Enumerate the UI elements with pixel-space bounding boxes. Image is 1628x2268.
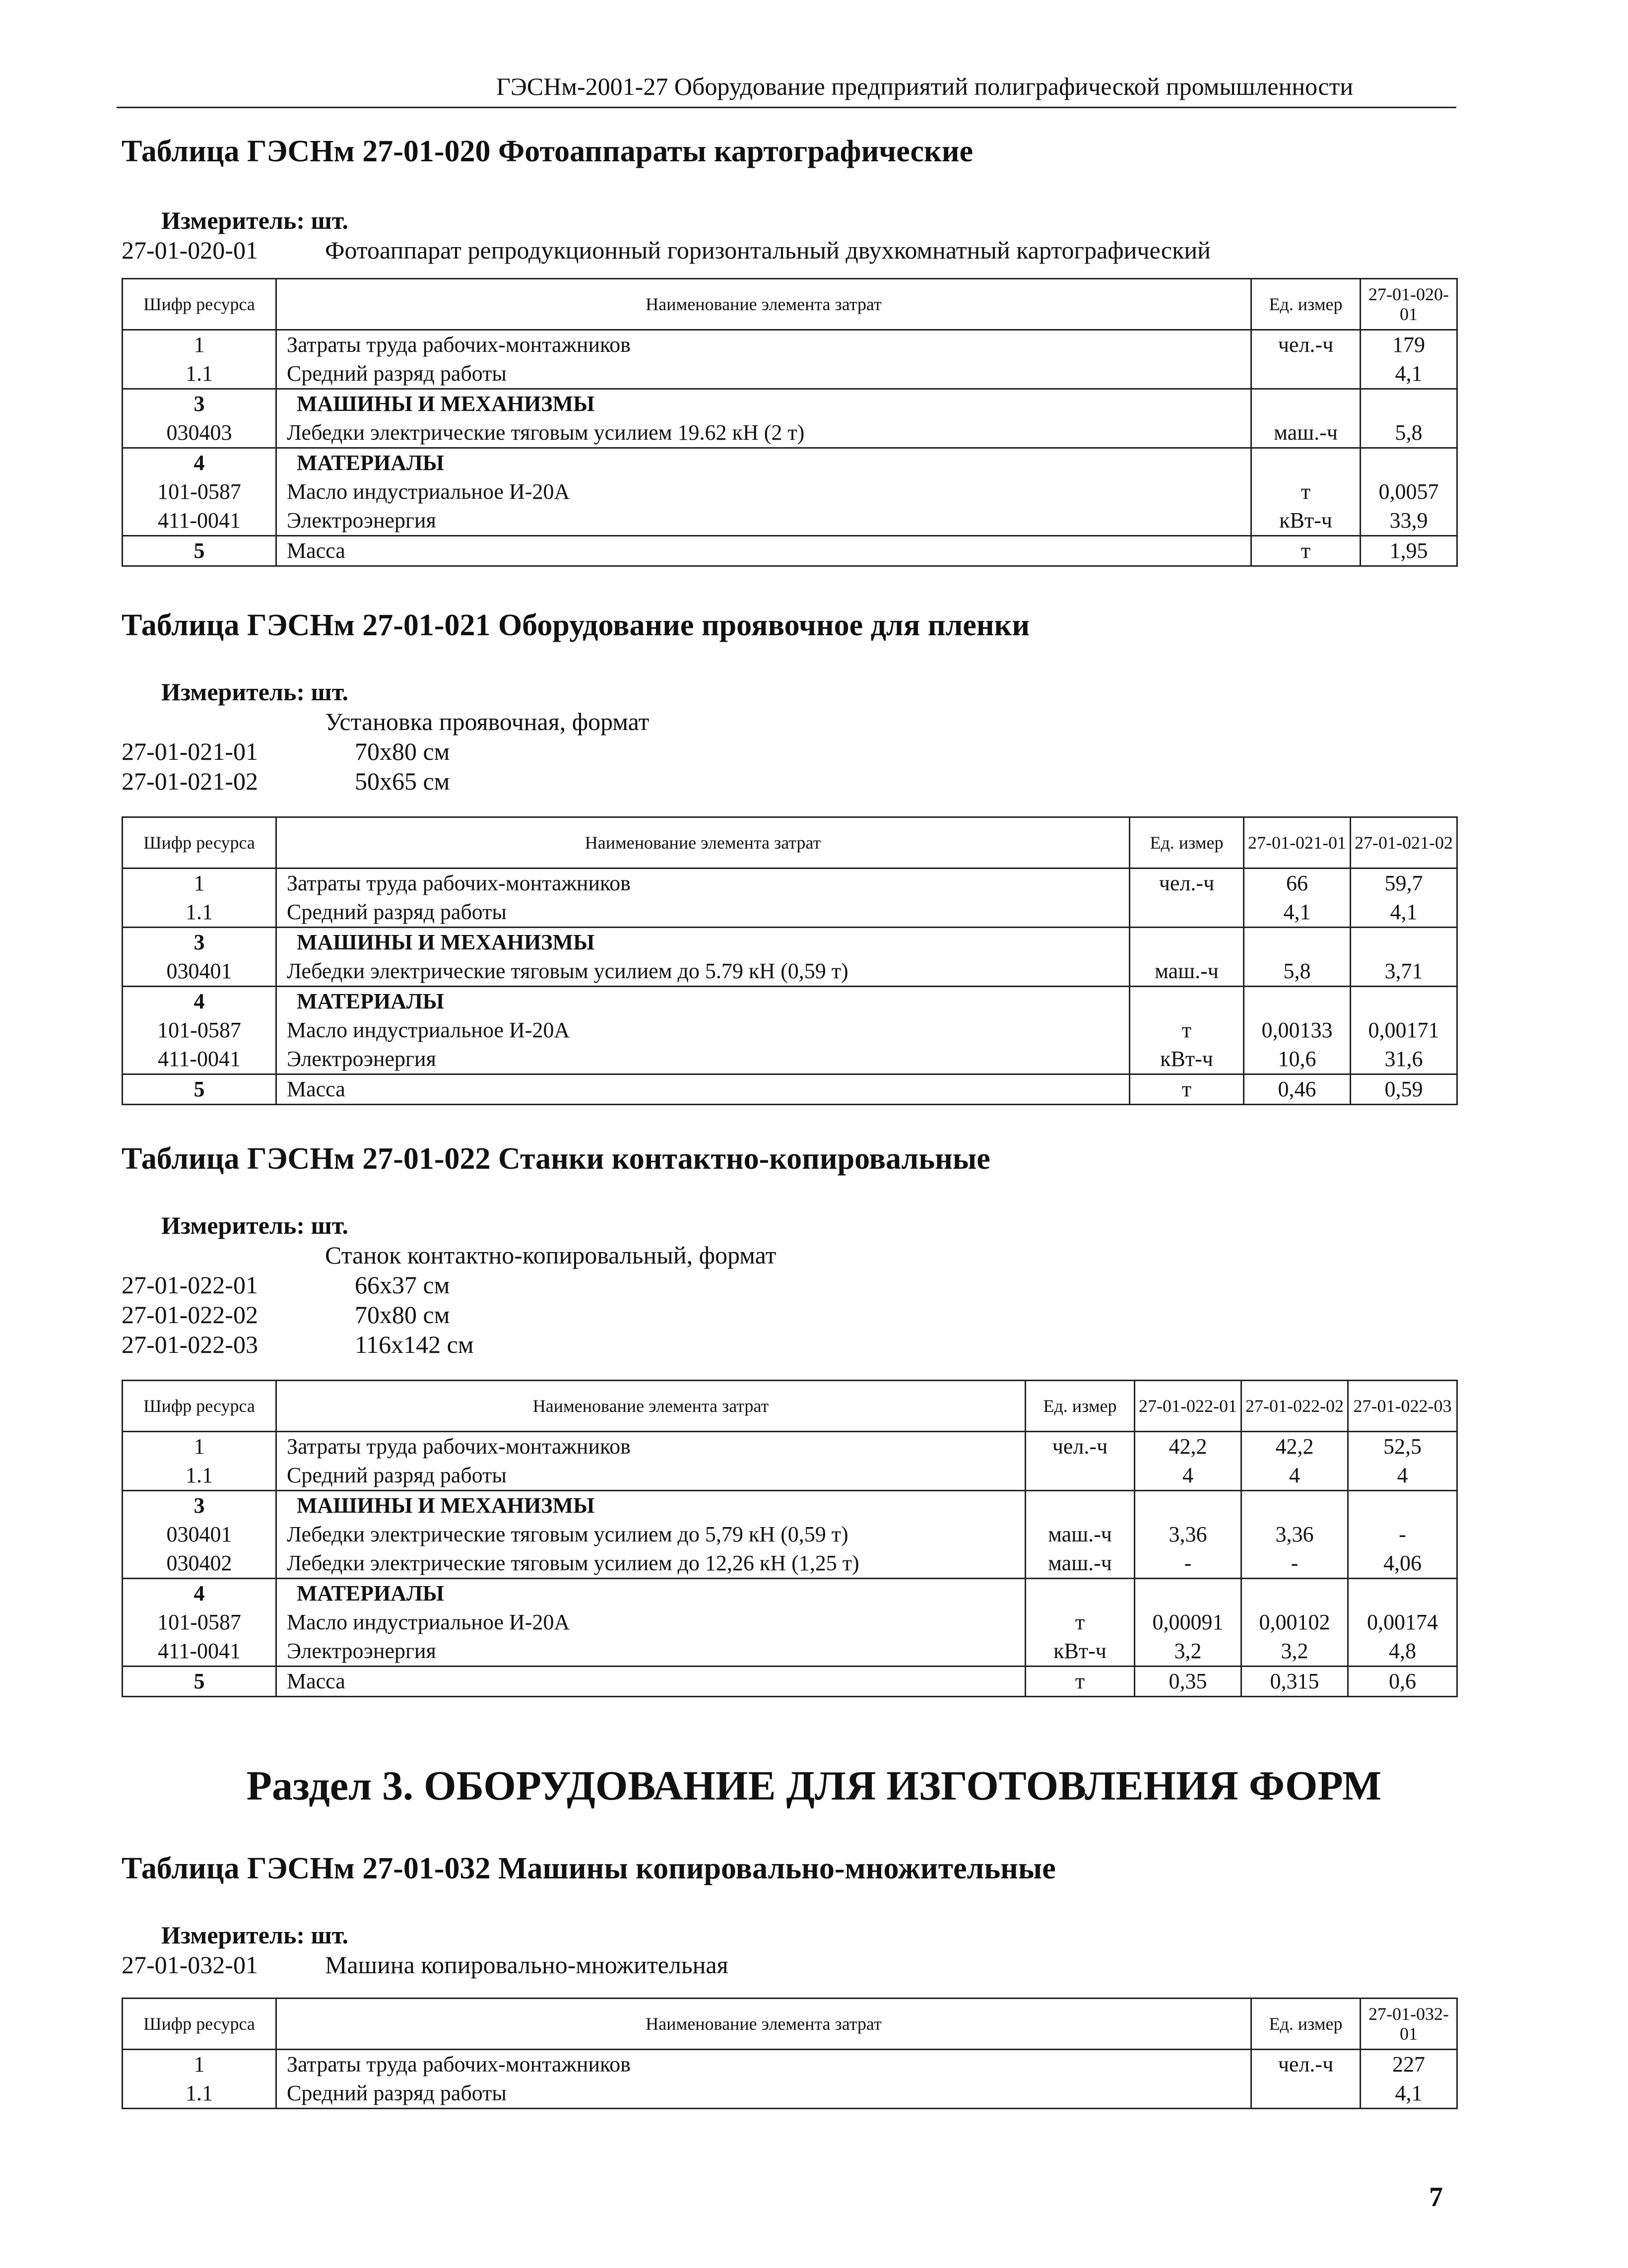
row-name: Масло индустриальное И-20А [276,1608,1026,1637]
row-name: Электроэнергия [276,1637,1026,1667]
table-row [123,1520,1457,1549]
row-unit: маш.-ч [1130,957,1244,987]
col-header-code: Шифр ресурса [123,1999,276,2050]
meter-label: Измеритель: [161,206,305,234]
row-unit [1130,898,1244,928]
row-code: 1.1 [123,898,276,928]
table-row [123,1016,1457,1045]
row-code: 101-0587 [123,1016,276,1045]
row-unit: кВт-ч [1026,1637,1135,1667]
table-row [123,506,1457,536]
row-code: 030403 [123,418,276,448]
table-row [123,1608,1457,1637]
row-value-3: 52,5 [1348,1432,1457,1462]
meter-value: шт. [311,206,349,234]
table-021-item-code: 27-01-021-02 [122,767,258,795]
row-name: МАТЕРИАЛЫ [276,1579,1026,1608]
row-value-1: 5,8 [1361,418,1457,448]
table-row [123,2050,1457,2079]
meter-label: Измеритель: [161,1211,305,1239]
col-header-unit: Ед. измер [1251,1999,1361,2050]
row-value-2: 0,00171 [1351,1016,1457,1045]
row-unit [1251,359,1361,389]
row-value-1: 0,00091 [1135,1608,1241,1637]
row-value-2: 3,36 [1241,1520,1348,1549]
col-header-value-1: 27-01-032-01 [1361,1999,1457,2050]
table-row [123,359,1457,389]
row-unit [1130,987,1244,1016]
table-020-meter [161,206,348,235]
row-unit: чел.-ч [1130,868,1244,898]
table-row [123,2079,1457,2109]
row-unit: чел.-ч [1026,1432,1135,1462]
row-code: 4 [123,987,276,1016]
row-value-1 [1361,389,1457,419]
row-value-1: 3,36 [1135,1520,1241,1549]
table-032-item-code: 27-01-032-01 [122,1951,258,1979]
table-row [123,1074,1457,1105]
row-unit: маш.-ч [1026,1520,1135,1549]
row-value-1: 227 [1361,2050,1457,2079]
row-value-3 [1348,1579,1457,1608]
row-code: 030402 [123,1549,276,1579]
table-row [123,1461,1457,1491]
table-021 [122,816,1458,1105]
table-row [123,418,1457,448]
table-022-item-name: 70х80 см [355,1301,450,1329]
row-value-1: 4,1 [1361,359,1457,389]
row-code: 030401 [123,1520,276,1549]
col-header-unit: Ед. измер [1130,817,1244,868]
row-name: Затраты труда рабочих-монтажников [276,1432,1026,1462]
row-name: МАШИНЫ И МЕХАНИЗМЫ [276,928,1130,957]
table-022 [122,1380,1458,1697]
table-021-meter [161,677,348,706]
row-value-1: 0,00133 [1244,1016,1351,1045]
table-row [123,898,1457,928]
row-unit: т [1026,1667,1135,1697]
row-code: 101-0587 [123,1608,276,1637]
table-021-intro: Установка проявочная, формат [325,708,650,735]
row-unit [1026,1579,1135,1608]
table-022-item-name: 66х37 см [355,1271,450,1299]
table-022-title: Таблица ГЭСНм 27-01-022 Станки контактно-копировальные [122,1142,990,1176]
table-row [123,1579,1457,1608]
row-name: Масло индустриальное И-20А [276,1016,1130,1045]
col-header-value-1: 27-01-022-01 [1135,1381,1241,1432]
row-name: Средний разряд работы [276,898,1130,928]
table-021-item-name: 70х80 см [355,737,450,765]
row-value-1 [1361,448,1457,478]
table-row [123,448,1457,478]
table-022-intro: Станок контактно-копировальный, формат [325,1241,777,1269]
table-row [123,1432,1457,1462]
row-name: Лебедки электрические тяговым усилием 19.62 кН (2 т) [276,418,1251,448]
table-row [123,1549,1457,1579]
row-name: Электроэнергия [276,1045,1130,1074]
row-name: Лебедки электрические тяговым усилием до 5.79 кН (0,59 т) [276,957,1130,987]
table-row [123,1637,1457,1667]
col-header-value-1: 27-01-020-01 [1361,279,1457,330]
row-unit [1026,1461,1135,1491]
table-row [123,1491,1457,1521]
row-unit: т [1130,1016,1244,1045]
table-022-item-code: 27-01-022-03 [122,1331,258,1358]
row-code: 1 [123,1432,276,1462]
table-032-title: Таблица ГЭСНм 27-01-032 Машины копировально-множительные [122,1852,1056,1885]
meter-value: шт. [311,678,349,706]
row-unit [1251,448,1361,478]
row-value-1 [1135,1579,1241,1608]
row-code: 1 [123,330,276,360]
row-value-2: 4 [1241,1461,1348,1491]
row-code: 5 [123,1667,276,1697]
table-row [123,868,1457,898]
row-name: Лебедки электрические тяговым усилием до 12,26 кН (1,25 т) [276,1549,1026,1579]
table-021-item-code: 27-01-021-01 [122,737,258,765]
row-code: 3 [123,928,276,957]
row-value-2: 3,71 [1351,957,1457,987]
row-name: МАТЕРИАЛЫ [276,987,1130,1016]
row-name: Масло индустриальное И-20А [276,477,1251,506]
row-name: Затраты труда рабочих-монтажников [276,2050,1251,2079]
row-name: Затраты труда рабочих-монтажников [276,330,1251,360]
col-header-code: Шифр ресурса [123,1381,276,1432]
row-value-1: 1,95 [1361,536,1457,566]
row-value-1: 179 [1361,330,1457,360]
row-unit: чел.-ч [1251,330,1361,360]
row-name: МАШИНЫ И МЕХАНИЗМЫ [276,1491,1026,1521]
row-code: 030401 [123,957,276,987]
table-020-item-code: 27-01-020-01 [122,236,258,264]
table-row [123,330,1457,360]
row-name: Электроэнергия [276,506,1251,536]
table-020-item-name: Фотоаппарат репродукционный горизонтальный двухкомнатный картографический [325,236,1211,264]
row-name: МАШИНЫ И МЕХАНИЗМЫ [276,389,1251,419]
row-value-1: 42,2 [1135,1432,1241,1462]
row-value-2 [1241,1491,1348,1521]
table-020 [122,278,1458,567]
col-header-value-2: 27-01-022-02 [1241,1381,1348,1432]
table-020-title: Таблица ГЭСНм 27-01-020 Фотоаппараты картографические [122,134,974,168]
row-name: Средний разряд работы [276,2079,1251,2109]
row-value-1: 3,2 [1135,1637,1241,1667]
col-header-name: Наименование элемента затрат [276,817,1130,868]
row-value-1 [1244,928,1351,957]
table-row [123,536,1457,566]
row-value-2: 0,00102 [1241,1608,1348,1637]
col-header-name: Наименование элемента затрат [276,279,1251,330]
row-value-2: 0,315 [1241,1667,1348,1697]
page-number: 7 [1429,2182,1443,2212]
row-code: 1.1 [123,2079,276,2109]
row-value-2: 3,2 [1241,1637,1348,1667]
row-code: 101-0587 [123,477,276,506]
col-header-code: Шифр ресурса [123,279,276,330]
row-name: Средний разряд работы [276,1461,1026,1491]
row-name: Затраты труда рабочих-монтажников [276,868,1130,898]
row-value-1: 0,35 [1135,1667,1241,1697]
col-header-code: Шифр ресурса [123,817,276,868]
row-unit: т [1026,1608,1135,1637]
row-value-1: 5,8 [1244,957,1351,987]
meter-value: шт. [311,1921,349,1949]
row-value-1: 4,1 [1244,898,1351,928]
row-name: Масса [276,1074,1130,1105]
row-value-2: 31,6 [1351,1045,1457,1074]
row-code: 411-0041 [123,506,276,536]
row-code: 411-0041 [123,1045,276,1074]
table-row [123,389,1457,419]
row-code: 1 [123,868,276,898]
meter-label: Измеритель: [161,1921,305,1949]
col-header-value-1: 27-01-021-01 [1244,817,1351,868]
row-unit [1251,2079,1361,2109]
row-value-3: - [1348,1520,1457,1549]
table-032-item-name: Машина копировально-множительная [325,1951,728,1979]
row-value-1: 10,6 [1244,1045,1351,1074]
table-row [123,957,1457,987]
row-code: 1.1 [123,359,276,389]
header-rule [117,107,1456,108]
row-value-1: 0,0057 [1361,477,1457,506]
row-value-3: 0,00174 [1348,1608,1457,1637]
row-unit: маш.-ч [1026,1549,1135,1579]
row-unit: кВт-ч [1251,506,1361,536]
row-unit: маш.-ч [1251,418,1361,448]
row-value-2: 59,7 [1351,868,1457,898]
row-unit [1251,389,1361,419]
row-value-3: 0,6 [1348,1667,1457,1697]
row-value-3 [1348,1491,1457,1521]
row-code: 1.1 [123,1461,276,1491]
row-value-3: 4,8 [1348,1637,1457,1667]
table-row [123,1667,1457,1697]
row-value-1: - [1135,1549,1241,1579]
row-code: 411-0041 [123,1637,276,1667]
row-unit: т [1130,1074,1244,1105]
row-code: 5 [123,1074,276,1105]
table-022-item-code: 27-01-022-02 [122,1301,258,1329]
row-value-3: 4,06 [1348,1549,1457,1579]
row-code: 1 [123,2050,276,2079]
section-title: Раздел 3. ОБОРУДОВАНИЕ ДЛЯ ИЗГОТОВЛЕНИЯ ФОРМ [246,1763,1382,1809]
row-code: 5 [123,536,276,566]
row-value-2 [1241,1579,1348,1608]
table-021-item-name: 50х65 см [355,767,450,795]
row-code: 3 [123,389,276,419]
row-name: Масса [276,536,1251,566]
table-022-item-name: 116х142 см [355,1331,474,1358]
row-unit [1130,928,1244,957]
col-header-name: Наименование элемента затрат [276,1999,1251,2050]
table-021-title: Таблица ГЭСНм 27-01-021 Оборудование проявочное для пленки [122,608,1030,642]
meter-label: Измеритель: [161,678,305,706]
row-value-1: 33,9 [1361,506,1457,536]
table-022-meter [161,1211,348,1240]
table-022-item-code: 27-01-022-01 [122,1271,258,1299]
col-header-value-3: 27-01-022-03 [1348,1381,1457,1432]
col-header-value-2: 27-01-021-02 [1351,817,1457,868]
table-row [123,1045,1457,1074]
row-value-1: 4,1 [1361,2079,1457,2109]
row-unit [1026,1491,1135,1521]
row-value-1: 0,46 [1244,1074,1351,1105]
table-032-meter [161,1921,348,1949]
row-name: Масса [276,1667,1026,1697]
col-header-name: Наименование элемента затрат [276,1381,1026,1432]
row-value-2: 42,2 [1241,1432,1348,1462]
col-header-unit: Ед. измер [1026,1381,1135,1432]
row-value-2: 4,1 [1351,898,1457,928]
row-value-2: 0,59 [1351,1074,1457,1105]
row-value-1: 66 [1244,868,1351,898]
row-value-1 [1135,1491,1241,1521]
table-row [123,987,1457,1016]
table-row [123,477,1457,506]
meter-value: шт. [311,1211,349,1239]
table-row [123,928,1457,957]
row-unit: т [1251,536,1361,566]
row-name: Средний разряд работы [276,359,1251,389]
col-header-unit: Ед. измер [1251,279,1361,330]
row-code: 3 [123,1491,276,1521]
row-unit: т [1251,477,1361,506]
row-value-2: - [1241,1549,1348,1579]
row-unit: чел.-ч [1251,2050,1361,2079]
row-value-2 [1351,928,1457,957]
row-code: 4 [123,448,276,478]
row-value-1: 4 [1135,1461,1241,1491]
running-header: ГЭСНм-2001-27 Оборудование предприятий полиграфической промышленности [496,72,1354,100]
row-value-3: 4 [1348,1461,1457,1491]
row-name: МАТЕРИАЛЫ [276,448,1251,478]
row-name: Лебедки электрические тяговым усилием до 5,79 кН (0,59 т) [276,1520,1026,1549]
row-value-1 [1244,987,1351,1016]
row-value-2 [1351,987,1457,1016]
table-032 [122,1998,1458,2109]
row-unit: кВт-ч [1130,1045,1244,1074]
row-code: 4 [123,1579,276,1608]
